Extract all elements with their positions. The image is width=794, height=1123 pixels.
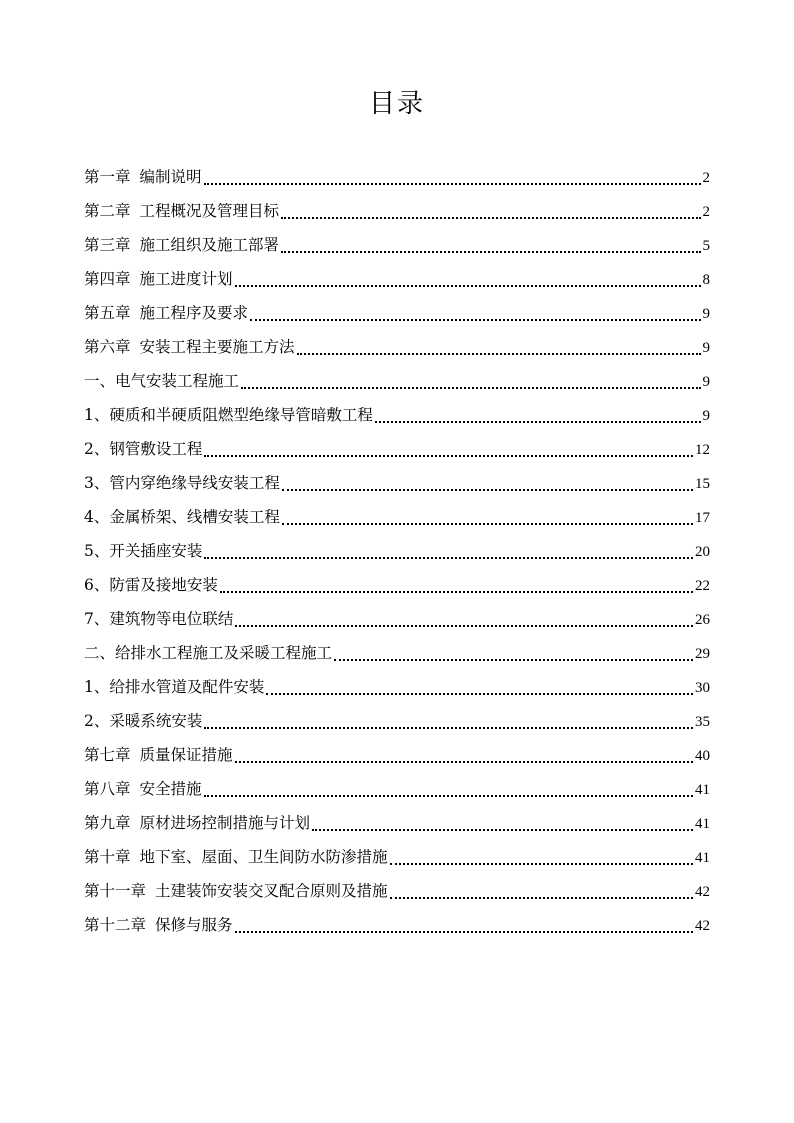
toc-entry[interactable] — [84, 674, 710, 708]
toc-page-number: 29 — [695, 646, 710, 662]
toc-entry-title: 2、采暖系统安装 — [84, 712, 203, 730]
toc-page-number: 5 — [702, 238, 710, 254]
toc-entry-label — [84, 368, 239, 394]
toc-entry-title: 1、给排水管道及配件安装 — [84, 678, 265, 696]
toc-dot-leader — [297, 353, 701, 355]
toc-entry-label — [84, 164, 202, 190]
toc-entry-label — [84, 436, 202, 462]
toc-entry[interactable] — [84, 538, 710, 572]
toc-entry[interactable] — [84, 300, 710, 334]
toc-dot-leader — [235, 931, 693, 933]
toc-dot-leader — [220, 591, 693, 593]
toc-dot-leader — [235, 285, 701, 287]
toc-entry[interactable] — [84, 164, 710, 198]
toc-dot-leader — [266, 693, 693, 695]
toc-page-number: 8 — [702, 272, 710, 288]
toc-entry-label — [84, 470, 280, 496]
toc-chapter-number: 第十章 — [84, 848, 131, 866]
toc-entry-label — [84, 198, 279, 224]
toc-chapter-number: 第六章 — [84, 338, 131, 356]
toc-entry[interactable] — [84, 742, 710, 776]
toc-chapter-number: 第二章 — [84, 202, 131, 220]
toc-page-number: 42 — [695, 918, 710, 934]
toc-entry-title: 6、防雷及接地安装 — [84, 576, 218, 594]
toc-entry-label — [84, 708, 202, 734]
toc-entry-title: 土建装饰安装交叉配合原则及措施 — [155, 882, 388, 900]
toc-page-number: 30 — [695, 680, 710, 696]
toc-chapter-number: 第八章 — [84, 780, 131, 798]
toc-entry-title: 5、开关插座安装 — [84, 542, 203, 560]
toc-chapter-number: 第十二章 — [84, 916, 147, 934]
toc-entry-title: 施工程序及要求 — [139, 304, 249, 322]
toc-entry-label — [84, 844, 388, 870]
toc-entry-title: 一、电气安装工程施工 — [84, 372, 240, 390]
toc-page-number: 26 — [695, 612, 710, 628]
toc-entry-label — [84, 266, 233, 292]
toc-dot-leader — [241, 387, 700, 389]
toc-entry[interactable] — [84, 708, 710, 742]
toc-page-number: 41 — [695, 782, 710, 798]
toc-entry[interactable] — [84, 640, 710, 674]
toc-entry-title: 编制说明 — [139, 168, 202, 186]
toc-dot-leader — [250, 319, 700, 321]
toc-page-number: 17 — [695, 510, 710, 526]
toc-entry[interactable] — [84, 334, 710, 368]
toc-entry-label — [84, 810, 310, 836]
toc-page-number: 41 — [695, 850, 710, 866]
toc-entry[interactable] — [84, 232, 710, 266]
toc-entry-title: 地下室、屋面、卫生间防水防渗措施 — [139, 848, 388, 866]
toc-page-number: 9 — [702, 408, 710, 424]
toc-entry[interactable] — [84, 368, 710, 402]
toc-entry-label — [84, 538, 202, 564]
toc-entry-title: 3、管内穿绝缘导线安装工程 — [84, 474, 280, 492]
toc-dot-leader — [235, 625, 693, 627]
toc-page-number: 9 — [702, 374, 710, 390]
toc-entry[interactable] — [84, 776, 710, 810]
toc-entry-title: 原材进场控制措施与计划 — [139, 814, 311, 832]
toc-entry-label — [84, 640, 332, 666]
table-of-contents — [84, 164, 710, 946]
toc-dot-leader — [204, 795, 693, 797]
toc-dot-leader — [204, 455, 693, 457]
toc-entry-title: 1、硬质和半硬质阻燃型绝缘导管暗敷工程 — [84, 406, 373, 424]
page-title: 目录 — [368, 89, 425, 119]
toc-page-number: 2 — [702, 170, 710, 186]
toc-page-number: 9 — [702, 306, 710, 322]
toc-entry-title: 2、钢管敷设工程 — [84, 440, 203, 458]
toc-page-number: 40 — [695, 748, 710, 764]
toc-page-number: 42 — [695, 884, 710, 900]
toc-dot-leader — [235, 761, 693, 763]
toc-entry-label — [84, 776, 202, 802]
toc-entry-title: 4、金属桥架、线槽安装工程 — [84, 508, 280, 526]
toc-entry-label — [84, 334, 295, 360]
toc-entry-label — [84, 232, 279, 258]
toc-entry-title: 质量保证措施 — [139, 746, 233, 764]
toc-entry[interactable] — [84, 572, 710, 606]
toc-page-number: 35 — [695, 714, 710, 730]
toc-page-number: 12 — [695, 442, 710, 458]
toc-entry-title: 工程概况及管理目标 — [139, 202, 280, 220]
toc-dot-leader — [281, 217, 700, 219]
toc-entry-title: 7、建筑物等电位联结 — [84, 610, 234, 628]
toc-chapter-number: 第五章 — [84, 304, 131, 322]
toc-entry[interactable] — [84, 844, 710, 878]
toc-entry-title: 二、给排水工程施工及采暖工程施工 — [84, 644, 333, 662]
toc-entry-label — [84, 878, 388, 904]
toc-entry[interactable] — [84, 266, 710, 300]
toc-chapter-number: 第三章 — [84, 236, 131, 254]
toc-dot-leader — [204, 557, 693, 559]
toc-entry-label — [84, 674, 264, 700]
toc-dot-leader — [204, 183, 701, 185]
toc-entry[interactable] — [84, 436, 710, 470]
toc-entry-label — [84, 402, 373, 428]
toc-entry-label — [84, 912, 233, 938]
toc-dot-leader — [312, 829, 693, 831]
toc-entry-label — [84, 572, 218, 598]
toc-entry[interactable] — [84, 810, 710, 844]
toc-entry[interactable] — [84, 912, 710, 946]
toc-entry[interactable] — [84, 606, 710, 640]
toc-entry[interactable] — [84, 878, 710, 912]
toc-page-number: 22 — [695, 578, 710, 594]
toc-chapter-number: 第九章 — [84, 814, 131, 832]
toc-entry-title: 安全措施 — [139, 780, 202, 798]
toc-dot-leader — [390, 897, 693, 899]
toc-page-number: 15 — [695, 476, 710, 492]
toc-chapter-number: 第四章 — [84, 270, 131, 288]
toc-entry-label — [84, 606, 233, 632]
toc-entry-title: 保修与服务 — [155, 916, 233, 934]
toc-entry-label — [84, 300, 248, 326]
toc-dot-leader — [281, 251, 700, 253]
toc-page-number: 41 — [695, 816, 710, 832]
toc-page-number: 20 — [695, 544, 710, 560]
toc-entry-title: 施工进度计划 — [139, 270, 233, 288]
toc-entry[interactable] — [84, 504, 710, 538]
toc-entry[interactable] — [84, 470, 710, 504]
toc-entry-title: 安装工程主要施工方法 — [139, 338, 295, 356]
toc-chapter-number: 第一章 — [84, 168, 131, 186]
toc-dot-leader — [204, 727, 693, 729]
toc-dot-leader — [334, 659, 693, 661]
toc-chapter-number: 第七章 — [84, 746, 131, 764]
toc-dot-leader — [375, 421, 701, 423]
toc-entry-title: 施工组织及施工部署 — [139, 236, 280, 254]
toc-entry-label — [84, 742, 233, 768]
toc-chapter-number: 第十一章 — [84, 882, 147, 900]
toc-dot-leader — [390, 863, 693, 865]
toc-entry-label — [84, 504, 280, 530]
toc-page-number: 2 — [702, 204, 710, 220]
toc-entry[interactable] — [84, 402, 710, 436]
toc-page-number: 9 — [702, 340, 710, 356]
toc-entry[interactable] — [84, 198, 710, 232]
toc-dot-leader — [282, 523, 693, 525]
toc-dot-leader — [282, 489, 693, 491]
